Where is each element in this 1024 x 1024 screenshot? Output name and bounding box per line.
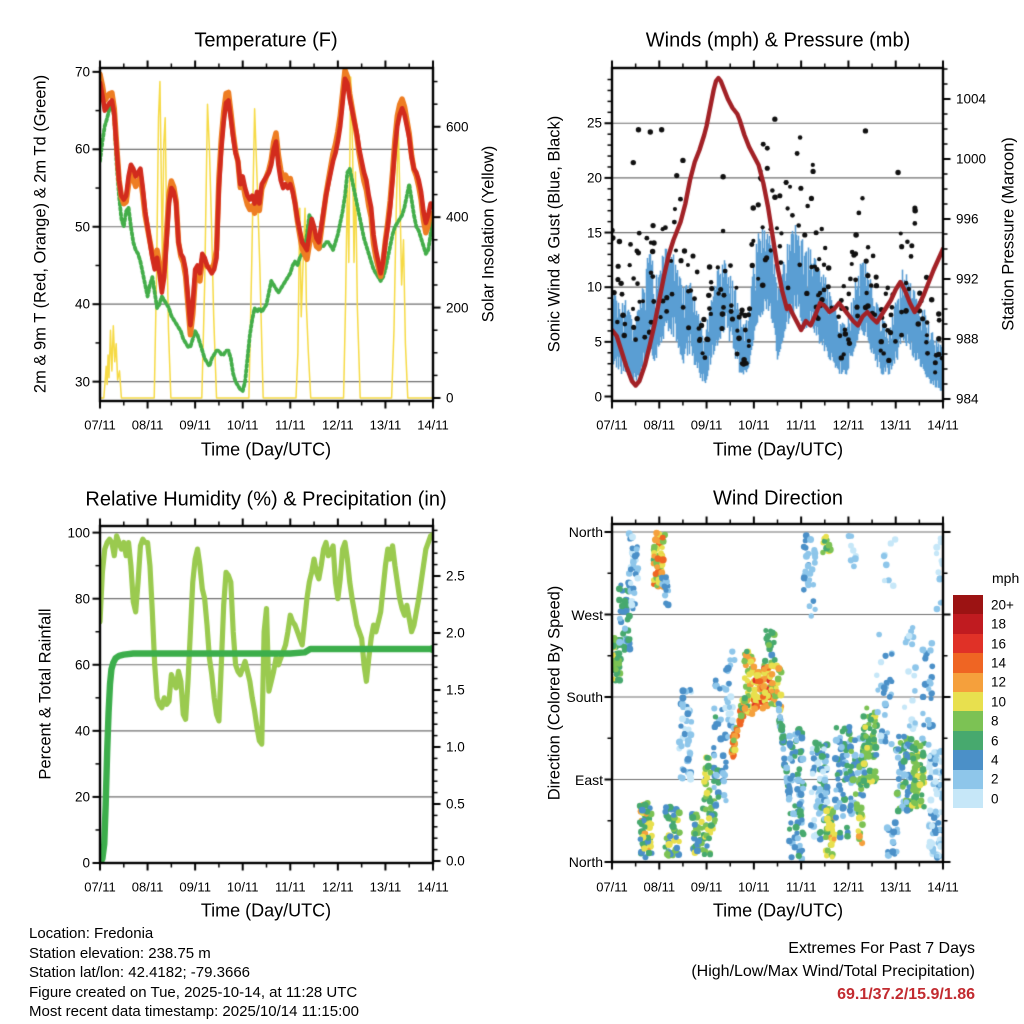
y-tick-label: 80	[74, 591, 90, 607]
wind-left-axis-label: Sonic Wind & Gust (Blue, Black)	[545, 115, 564, 353]
colorbar-tick-label: 2	[991, 771, 999, 787]
extremes-values: 69.1/37.2/15.9/1.86	[837, 986, 975, 1003]
extremes-title: Extremes For Past 7 Days	[788, 940, 975, 957]
x-tick-label: 09/11	[179, 879, 211, 895]
x-tick-label: 11/11	[785, 879, 817, 895]
y-tick-label: 60	[74, 657, 90, 673]
colorbar-segment	[953, 692, 983, 711]
x-tick-label: 08/11	[643, 879, 676, 895]
x-tick-label: 14/11	[417, 417, 449, 433]
temperature-chart-title: Temperature (F)	[194, 29, 338, 52]
solar-right-axis-label: Solar Insolation (Yellow)	[479, 145, 498, 323]
colorbar-tick-label: 0	[991, 791, 999, 807]
direction-tick-label: West	[571, 606, 603, 623]
y-tick-label: 1.5	[446, 682, 465, 698]
y-tick-label: 996	[956, 211, 979, 227]
y-tick-label: 2.5	[446, 568, 465, 584]
x-tick-label: 09/11	[690, 879, 723, 895]
y-tick-label: 20	[586, 170, 602, 186]
y-tick-label: 2.0	[446, 625, 465, 641]
x-tick-label: 11/11	[785, 417, 817, 433]
y-tick-label: 25	[586, 115, 602, 131]
colorbar-tick-label: 8	[991, 713, 999, 729]
wind-direction-x-axis-label: Time (Day/UTC)	[712, 900, 844, 921]
footer-elevation: Station elevation: 238.75 m	[29, 944, 211, 962]
winds-x-axis-label: Time (Day/UTC)	[712, 439, 844, 460]
y-tick-label: 0.5	[446, 796, 465, 812]
x-tick-label: 13/11	[369, 417, 402, 433]
humidity-x-axis-label: Time (Day/UTC)	[200, 900, 332, 921]
temperature-x-axis-label: Time (Day/UTC)	[200, 439, 332, 460]
x-tick-label: 10/11	[226, 417, 259, 433]
x-tick-label: 14/11	[417, 879, 449, 895]
y-tick-label: 5	[594, 334, 602, 350]
colorbar-segment	[953, 595, 983, 614]
footer-created: Figure created on Tue, 2025-10-14, at 11:28 UTC	[29, 983, 358, 1001]
x-tick-label: 12/11	[322, 879, 354, 895]
footer-location: Location: Fredonia	[29, 925, 154, 942]
x-tick-label: 07/11	[84, 417, 116, 433]
y-tick-label: 984	[956, 391, 979, 407]
colorbar-tick-label: 18	[991, 616, 1007, 632]
y-tick-label: 30	[74, 374, 90, 390]
colorbar-segment	[953, 614, 983, 633]
y-tick-label: 15	[586, 225, 602, 241]
extremes-subtitle: (High/Low/Max Wind/Total Precipitation)	[691, 963, 975, 980]
winds-pressure-chart-title: Winds (mph) & Pressure (mb)	[645, 29, 911, 52]
temperature-left-axis-label: 2m & 9m T (Red, Orange) & 2m Td (Green)	[31, 74, 50, 394]
direction-left-axis-label: Direction (Colored By Speed)	[545, 585, 564, 801]
y-tick-label: 600	[446, 119, 469, 135]
colorbar-segment	[953, 750, 983, 769]
y-tick-label: 400	[446, 209, 469, 225]
x-tick-label: 10/11	[738, 879, 770, 895]
x-tick-label: 12/11	[832, 417, 865, 433]
x-tick-label: 10/11	[226, 879, 259, 895]
y-tick-label: 0	[594, 389, 602, 404]
footer-timestamp: Most recent data timestamp: 2025/10/14 11:15:00	[29, 1003, 359, 1021]
direction-tick-label: North	[568, 854, 603, 870]
x-tick-label: 12/11	[322, 417, 354, 433]
colorbar-tick-label: 4	[991, 752, 999, 768]
x-tick-label: 14/11	[927, 417, 959, 433]
direction-tick-label: East	[574, 771, 603, 788]
direction-tick-label: South	[566, 689, 603, 705]
y-tick-label: 100	[67, 525, 90, 541]
y-tick-label: 50	[74, 219, 90, 235]
y-tick-label: 0.0	[446, 853, 465, 869]
y-tick-label: 60	[74, 141, 90, 157]
y-tick-label: 0	[446, 390, 454, 406]
colorbar-segment	[953, 770, 983, 789]
colorbar-segment	[953, 673, 983, 692]
x-tick-label: 07/11	[596, 879, 628, 895]
humidity-left-axis-label: Percent & Total Rainfall	[36, 608, 55, 780]
x-tick-label: 12/11	[832, 879, 865, 895]
y-tick-label: 988	[956, 331, 979, 347]
footer-latlon: Station lat/lon: 42.4182; -79.3666	[29, 964, 251, 982]
x-tick-label: 10/11	[738, 417, 770, 433]
colorbar-tick-label: 20+	[991, 597, 1014, 613]
y-tick-label: 20	[74, 789, 90, 805]
pressure-right-axis-label: Station Pressure (Maroon)	[999, 137, 1018, 331]
station-info-block	[29, 924, 359, 1022]
humidity-precip-chart-title: Relative Humidity (%) & Precipitation (in)	[85, 488, 447, 511]
wind-direction-chart-title: Wind Direction	[712, 487, 844, 510]
colorbar-tick-label: 12	[991, 674, 1007, 690]
y-tick-label: 10	[586, 279, 602, 295]
colorbar-segment	[953, 731, 983, 750]
y-tick-label: 200	[446, 300, 469, 316]
y-tick-label: 1004	[956, 91, 987, 107]
x-tick-label: 09/11	[179, 417, 211, 433]
x-tick-label: 13/11	[369, 879, 402, 895]
x-tick-label: 07/11	[84, 879, 116, 895]
y-tick-label: 992	[956, 271, 979, 287]
colorbar-segment	[953, 634, 983, 653]
x-tick-label: 09/11	[690, 417, 723, 433]
colorbar-segment	[953, 653, 983, 672]
x-tick-label: 11/11	[274, 879, 306, 895]
y-tick-label: 0	[82, 855, 90, 871]
y-tick-label: 1000	[956, 151, 987, 167]
extremes-block	[691, 937, 975, 1006]
colorbar-segment	[953, 789, 983, 808]
x-tick-label: 07/11	[596, 417, 628, 433]
x-tick-label: 08/11	[131, 417, 164, 433]
direction-tick-label: North	[568, 524, 603, 540]
x-tick-label: 08/11	[643, 417, 676, 433]
colorbar-segment	[953, 711, 983, 730]
y-tick-label: 70	[74, 64, 90, 80]
x-tick-label: 13/11	[879, 417, 912, 433]
x-tick-label: 08/11	[131, 879, 164, 895]
colorbar-tick-label: 16	[991, 636, 1007, 651]
colorbar-tick-label: 6	[991, 733, 999, 748]
colorbar-tick-label: 14	[991, 655, 1007, 671]
x-tick-label: 11/11	[274, 417, 306, 433]
y-tick-label: 40	[74, 296, 90, 312]
x-tick-label: 14/11	[927, 879, 959, 895]
y-tick-label: 1.0	[446, 739, 465, 755]
colorbar-tick-label: 10	[991, 694, 1007, 710]
x-tick-label: 13/11	[879, 879, 912, 895]
colorbar-title: mph	[992, 570, 1020, 586]
y-tick-label: 40	[74, 723, 90, 739]
